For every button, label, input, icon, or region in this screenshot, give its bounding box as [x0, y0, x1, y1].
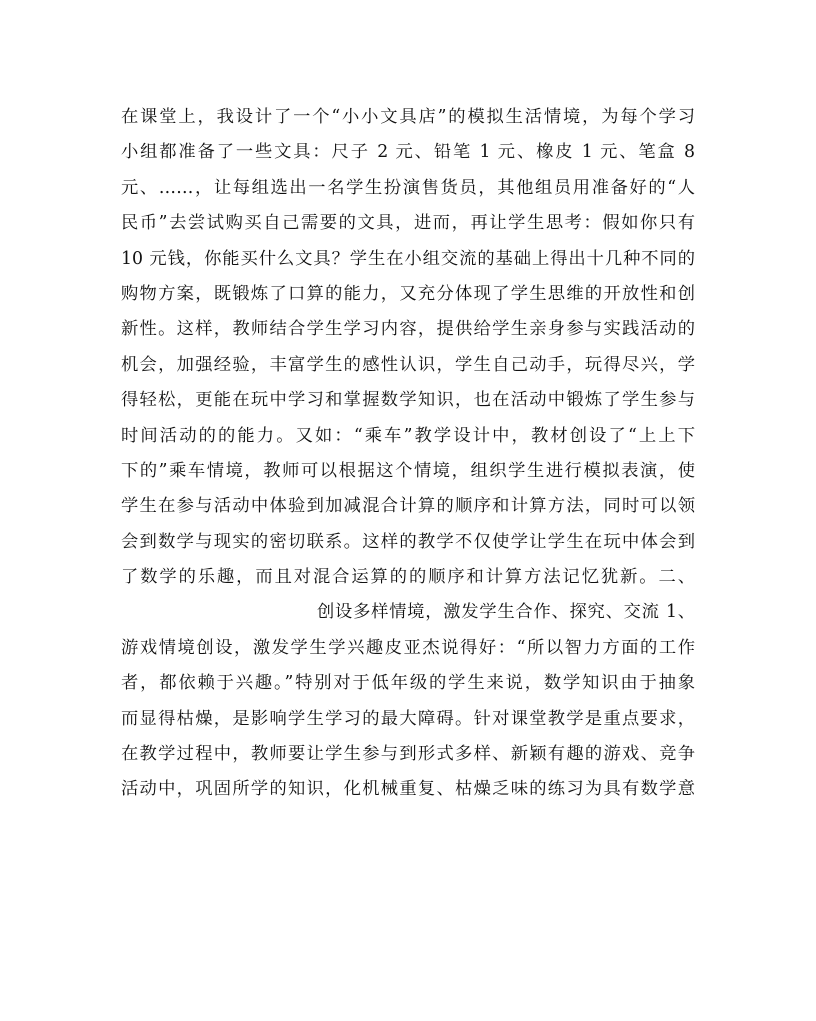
text-line: 活动中，巩固所学的知识，化机械重复、枯燥乏味的练习为具有数学意: [121, 779, 695, 800]
text-line: 游戏情境创设，激发学生学兴趣皮亚杰说得好：“所以智力方面的工作: [121, 637, 695, 658]
text-line: 了数学的乐趣，而且对混合运算的的顺序和计算方法记忆犹新。二、: [121, 567, 695, 588]
text-line: 时间活动的的能力。又如：“乘车”教学设计中，教材创设了“上上下: [121, 425, 695, 446]
text-line: 得轻松，更能在玩中学习和掌握数学知识，也在活动中锻炼了学生参与: [121, 390, 695, 411]
body-text: [121, 100, 695, 808]
text-line: 会到数学与现实的密切联系。这样的教学不仅使学让学生在玩中体会到: [121, 531, 695, 552]
text-line: 而显得枯燥，是影响学生学习的最大障碍。针对课堂教学是重点要求，: [121, 708, 695, 729]
text-line: 下的”乘车情境，教师可以根据这个情境，组织学生进行模拟表演，使: [121, 460, 695, 481]
text-line: 在课堂上，我设计了一个“小小文具店”的模拟生活情境，为每个学习: [121, 107, 695, 127]
text-line: 在教学过程中，教师要让学生参与到形式多样、新颖有趣的游戏、竞争: [121, 744, 695, 765]
text-line: 元、……，让每组选出一名学生扮演售货员，其他组员用准备好的“人: [121, 177, 695, 198]
text-line: 购物方案，既锻炼了口算的能力，又充分体现了学生思维的开放性和创: [121, 283, 695, 304]
section-heading-line: 创设多样情境，激发学生合作、探究、交流 1、: [317, 602, 695, 623]
text-line: 民币”去尝试购买自己需要的文具，进而，再让学生思考：假如你只有: [121, 213, 695, 234]
text-line: 新性。这样，教师结合学生学习内容，提供给学生亲身参与实践活动的: [121, 319, 695, 340]
text-line: 学生在参与活动中体验到加减混合计算的顺序和计算方法，同时可以领: [121, 496, 695, 517]
text-line: 机会，加强经验，丰富学生的感性认识，学生自己动手，玩得尽兴，学: [121, 354, 695, 375]
text-line: 者，都依赖于兴趣。”特别对于低年级的学生来说，数学知识由于抽象: [121, 673, 695, 694]
text-line: 10 元钱，你能买什么文具？学生在小组交流的基础上得出十几种不同的: [121, 248, 695, 269]
text-line: 小组都准备了一些文具：尺子 2 元、铅笔 1 元、橡皮 1 元、笔盒 8: [121, 142, 695, 163]
